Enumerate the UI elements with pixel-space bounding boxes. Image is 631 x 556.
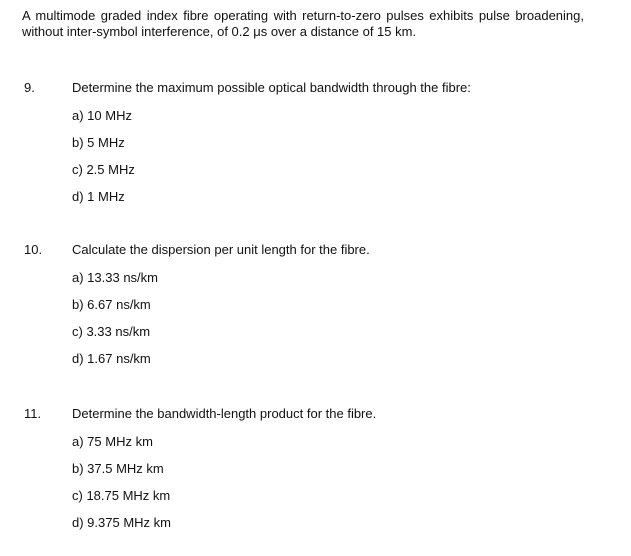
option-b: b) 5 MHz <box>72 135 125 150</box>
problem-statement: A multimode graded index fibre operating with return-to-zero pulses exhibits pulse broadening, without inter-symbol interference, of 0.2 μs over a distance of 15 km. <box>22 8 584 39</box>
option-c: c) 3.33 ns/km <box>72 324 151 339</box>
question-number: 10. <box>24 242 43 257</box>
option-a: a) 10 MHz <box>72 108 132 123</box>
question-number: 9. <box>24 80 35 95</box>
option-c: c) 2.5 MHz <box>72 162 135 177</box>
option-d: d) 1.67 ns/km <box>72 351 151 366</box>
option-a: a) 13.33 ns/km <box>72 270 158 285</box>
option-d: d) 9.375 MHz km <box>72 515 171 530</box>
question-text: Determine the maximum possible optical bandwidth through the fibre: <box>72 80 471 95</box>
option-b: b) 6.67 ns/km <box>72 297 151 312</box>
question-number: 11. <box>24 406 42 421</box>
question-text: Calculate the dispersion per unit length for the fibre. <box>72 242 370 257</box>
option-d: d) 1 MHz <box>72 189 125 204</box>
question-text: Determine the bandwidth-length product for the fibre. <box>72 406 377 421</box>
option-c: c) 18.75 MHz km <box>72 488 171 503</box>
option-b: b) 37.5 MHz km <box>72 461 164 476</box>
option-a: a) 75 MHz km <box>72 434 153 449</box>
